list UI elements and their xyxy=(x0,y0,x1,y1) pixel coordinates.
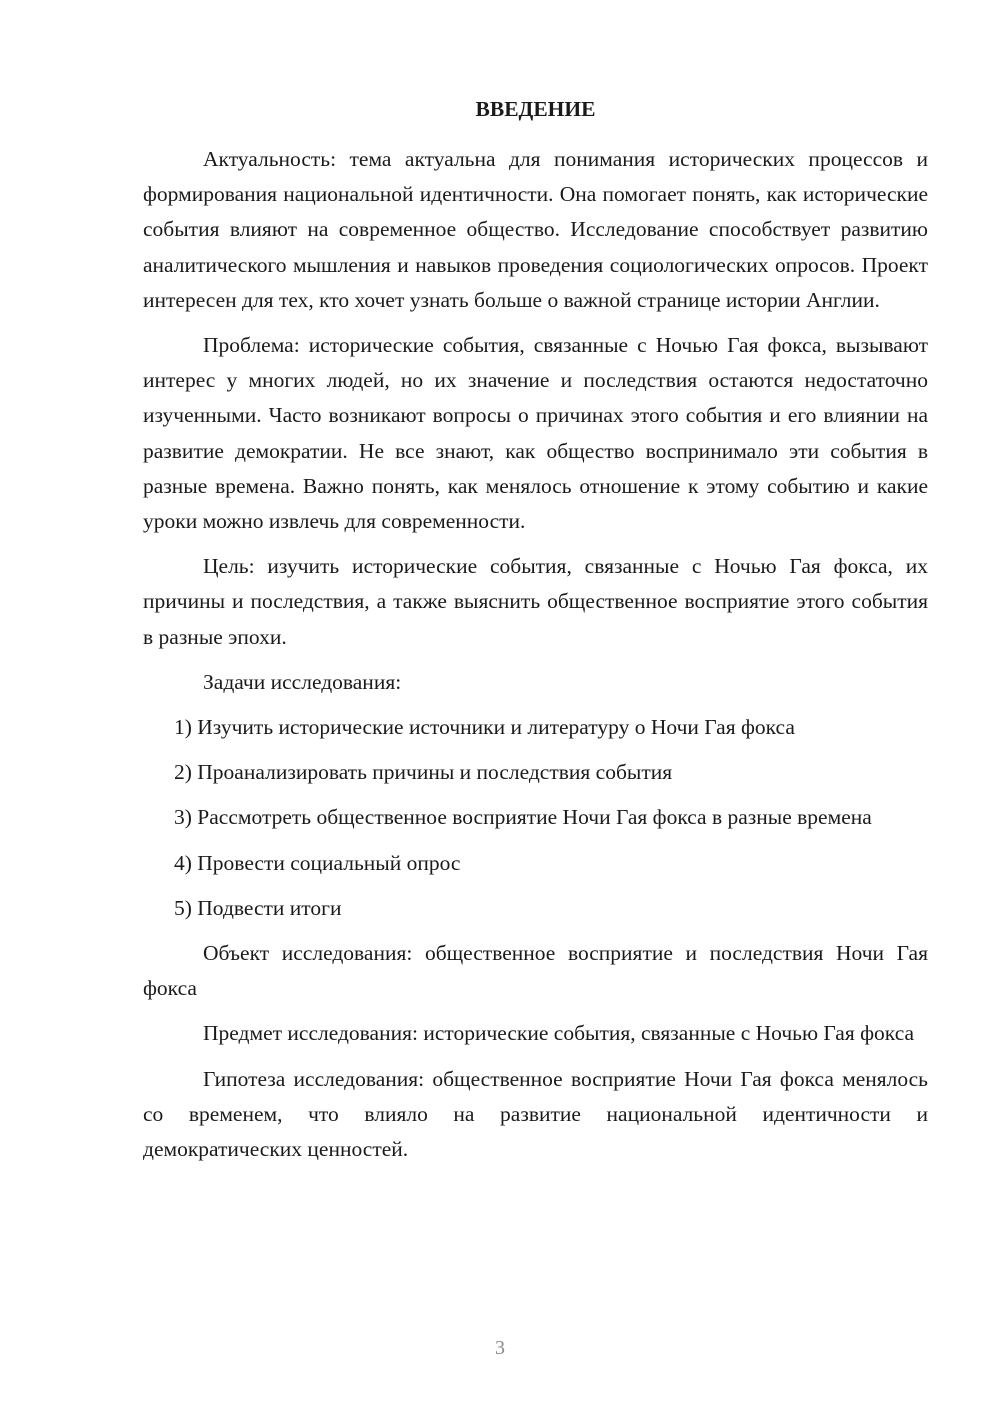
paragraph-problem: Проблема: исторические события, связанные с Ночью Гая фокса, вызывают интерес у многих людей, но их значение и последствия остаются недостаточно изученными. Часто возникают вопросы о причинах этого события и его влиянии на развитие демократии. Не все знают, как общество воспринимало эти события в разные времена. Важно понять, как менялось отношение к этому событию и какие уроки можно извлечь для современности. xyxy=(143,333,928,534)
paragraph-subject: Предмет исследования: исторические события, связанные с Ночью Гая фокса xyxy=(203,1021,915,1046)
document-body xyxy=(143,142,928,1167)
task-item: 3) Рассмотреть общественное восприятие Ночи Гая фокса в разные времена xyxy=(174,805,872,830)
page-number: 3 xyxy=(495,1337,505,1359)
paragraph-hypothesis: Гипотеза исследования: общественное восприятие Ночи Гая фокса менялось со временем, что влияло на развитие национальной идентичности и демократических ценностей. xyxy=(143,1066,928,1162)
task-item: 4) Провести социальный опрос xyxy=(174,850,461,875)
paragraph-goal: Цель: изучить исторические события, связанные с Ночью Гая фокса, их причины и последствия, а также выяснить общественное восприятие этого события в разные эпохи. xyxy=(143,554,928,649)
paragraph-object: Объект исследования: общественное восприятие и последствия Ночи Гая фокса xyxy=(143,941,928,1001)
paragraph-relevance: Актуальность: тема актуальна для понимания исторических процессов и формирования национальной идентичности. Она помогает понять, как исторические события влияют на современное общество. Исследование способствует развитию аналитического мышления и навыков проведения социологических опросов. Проект интересен для тех, кто хочет узнать больше о важной странице истории Англии. xyxy=(143,147,928,312)
task-item: 1) Изучить исторические источники и литературу о Ночи Гая фокса xyxy=(174,715,795,740)
page-title: ВВЕДЕНИЕ xyxy=(475,97,596,121)
tasks-heading: Задачи исследования: xyxy=(203,669,402,694)
task-item: 2) Проанализировать причины и последствия события xyxy=(174,760,673,785)
task-item: 5) Подвести итоги xyxy=(174,895,342,920)
